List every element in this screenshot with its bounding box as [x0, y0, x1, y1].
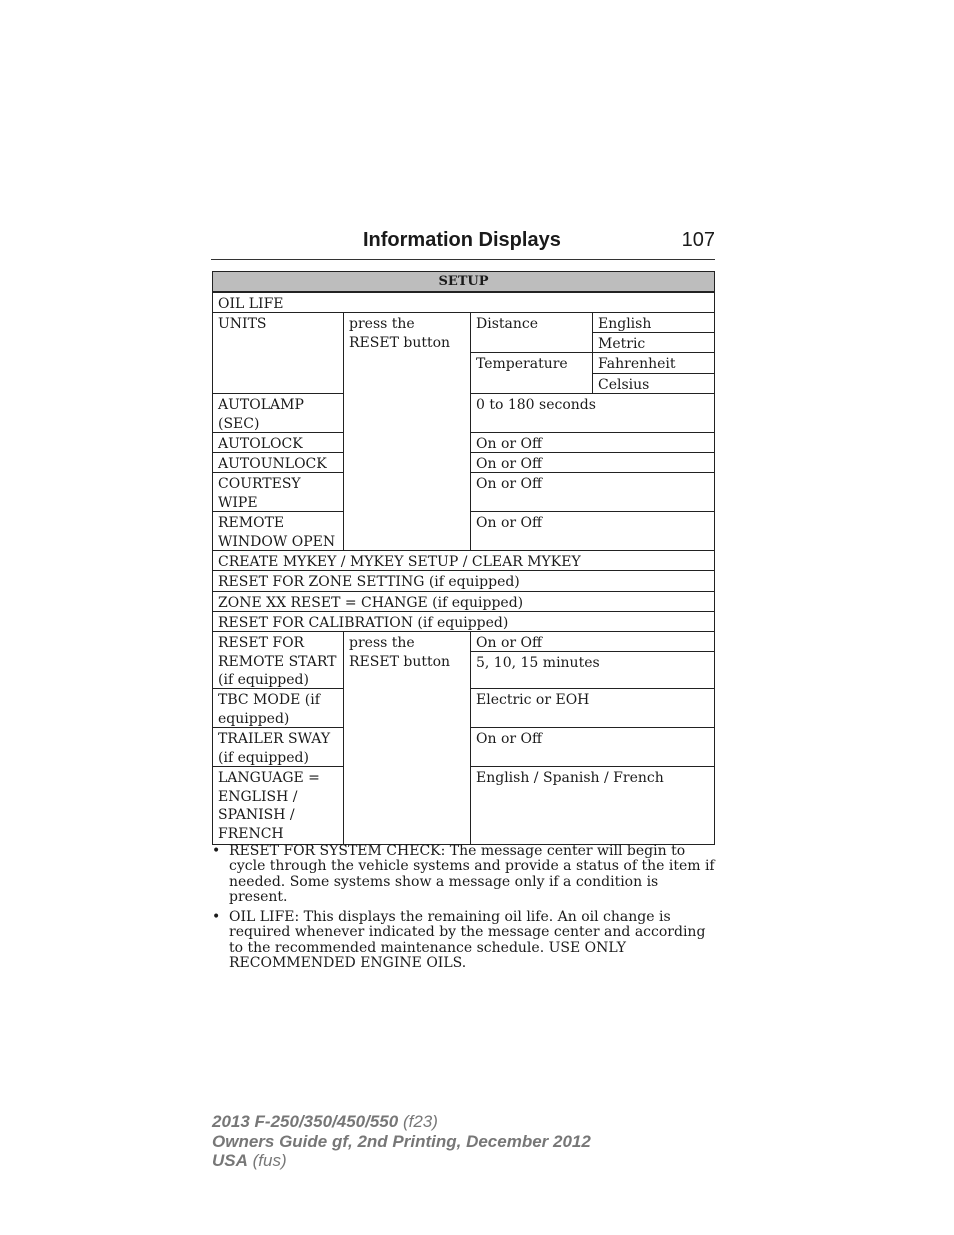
- table-cell-temperature: Temperature: [470, 352, 593, 394]
- table-cell-autounlock-value: On or Off: [470, 452, 715, 473]
- table-row-reset-calibration: RESET FOR CALIBRATION (if equipped): [212, 611, 715, 632]
- bullet-glyph: •: [212, 843, 221, 859]
- table-row-reset-zone: RESET FOR ZONE SETTING (if equipped): [212, 570, 715, 592]
- table-cell-autounlock: AUTOUNLOCK: [212, 452, 344, 473]
- table-cell-metric: Metric: [592, 332, 715, 353]
- table-cell-autolock: AUTOLOCK: [212, 432, 344, 453]
- notes-list: [211, 844, 715, 976]
- table-cell-trailer-sway: TRAILER SWAY (if equipped): [212, 727, 344, 767]
- page-footer: [212, 1112, 591, 1171]
- bullet-glyph: •: [212, 909, 221, 926]
- table-cell-language-value: English / Spanish / French: [470, 766, 715, 845]
- footer-region: USA: [212, 1151, 248, 1170]
- table-cell-trailer-sway-value: On or Off: [470, 727, 715, 767]
- table-cell-remote-start-value-1: On or Off: [470, 631, 715, 652]
- table-cell-autolamp: AUTOLAMP (SEC): [212, 393, 344, 433]
- table-row-zone-xx: ZONE XX RESET = CHANGE (if equipped): [212, 591, 715, 612]
- note-text: RESET FOR SYSTEM CHECK: The message center will begin to cycle through the vehicle systems and provide a status of the item if needed. Some systems show a message only if a condition is present.: [229, 843, 715, 905]
- page-header: [211, 229, 715, 260]
- press-reset-cell-1: press the RESET button: [343, 312, 471, 551]
- list-item: [211, 910, 715, 971]
- footer-region-code: (fus): [252, 1151, 287, 1170]
- table-cell-remote-window-value: On or Off: [470, 511, 715, 551]
- footer-line-2: [212, 1132, 591, 1152]
- table-cell-distance: Distance: [470, 312, 593, 353]
- table-cell-autolamp-value: 0 to 180 seconds: [470, 393, 715, 433]
- footer-guide: Owners Guide gf, 2nd Printing, December 2012: [212, 1131, 591, 1151]
- table-cell-celsius: Celsius: [592, 373, 715, 394]
- footer-line-1: [212, 1112, 591, 1132]
- list-item: [211, 844, 715, 905]
- table-cell-language: LANGUAGE = ENGLISH / SPANISH / FRENCH: [212, 766, 344, 845]
- section-title: Information Displays: [363, 229, 561, 251]
- table-cell-autolock-value: On or Off: [470, 432, 715, 453]
- table-cell-tbc-mode-value: Electric or EOH: [470, 688, 715, 728]
- table-cell-courtesy-wipe: COURTESY WIPE: [212, 472, 344, 512]
- footer-line-3: [212, 1151, 591, 1171]
- table-heading: SETUP: [212, 271, 715, 292]
- note-text: OIL LIFE: This displays the remaining oil life. An oil change is required whenever indicated by the message center and according to the recommended maintenance schedule. USE ONLY RECOMMENDED ENGINE OILS.: [229, 909, 706, 972]
- press-reset-cell-2: press the RESET button: [343, 631, 471, 845]
- table-cell-tbc-mode: TBC MODE (if equipped): [212, 688, 344, 728]
- table-row-oil-life: OIL LIFE: [212, 292, 715, 313]
- table-row-create-mykey: CREATE MYKEY / MYKEY SETUP / CLEAR MYKEY: [212, 550, 715, 571]
- table-cell-units: UNITS: [212, 312, 344, 394]
- footer-model-code: (f23): [402, 1112, 438, 1131]
- table-cell-remote-window: REMOTE WINDOW OPEN: [212, 511, 344, 551]
- table-cell-fahrenheit: Fahrenheit: [592, 352, 715, 374]
- page-number: 107: [681, 229, 715, 251]
- table-cell-english: English: [592, 312, 715, 333]
- footer-model: 2013 F-250/350/450/550: [212, 1112, 399, 1131]
- table-cell-remote-start: RESET FOR REMOTE START (if equipped): [212, 631, 344, 689]
- table-cell-courtesy-wipe-value: On or Off: [470, 472, 715, 512]
- table-cell-remote-start-value-2: 5, 10, 15 minutes: [470, 651, 715, 689]
